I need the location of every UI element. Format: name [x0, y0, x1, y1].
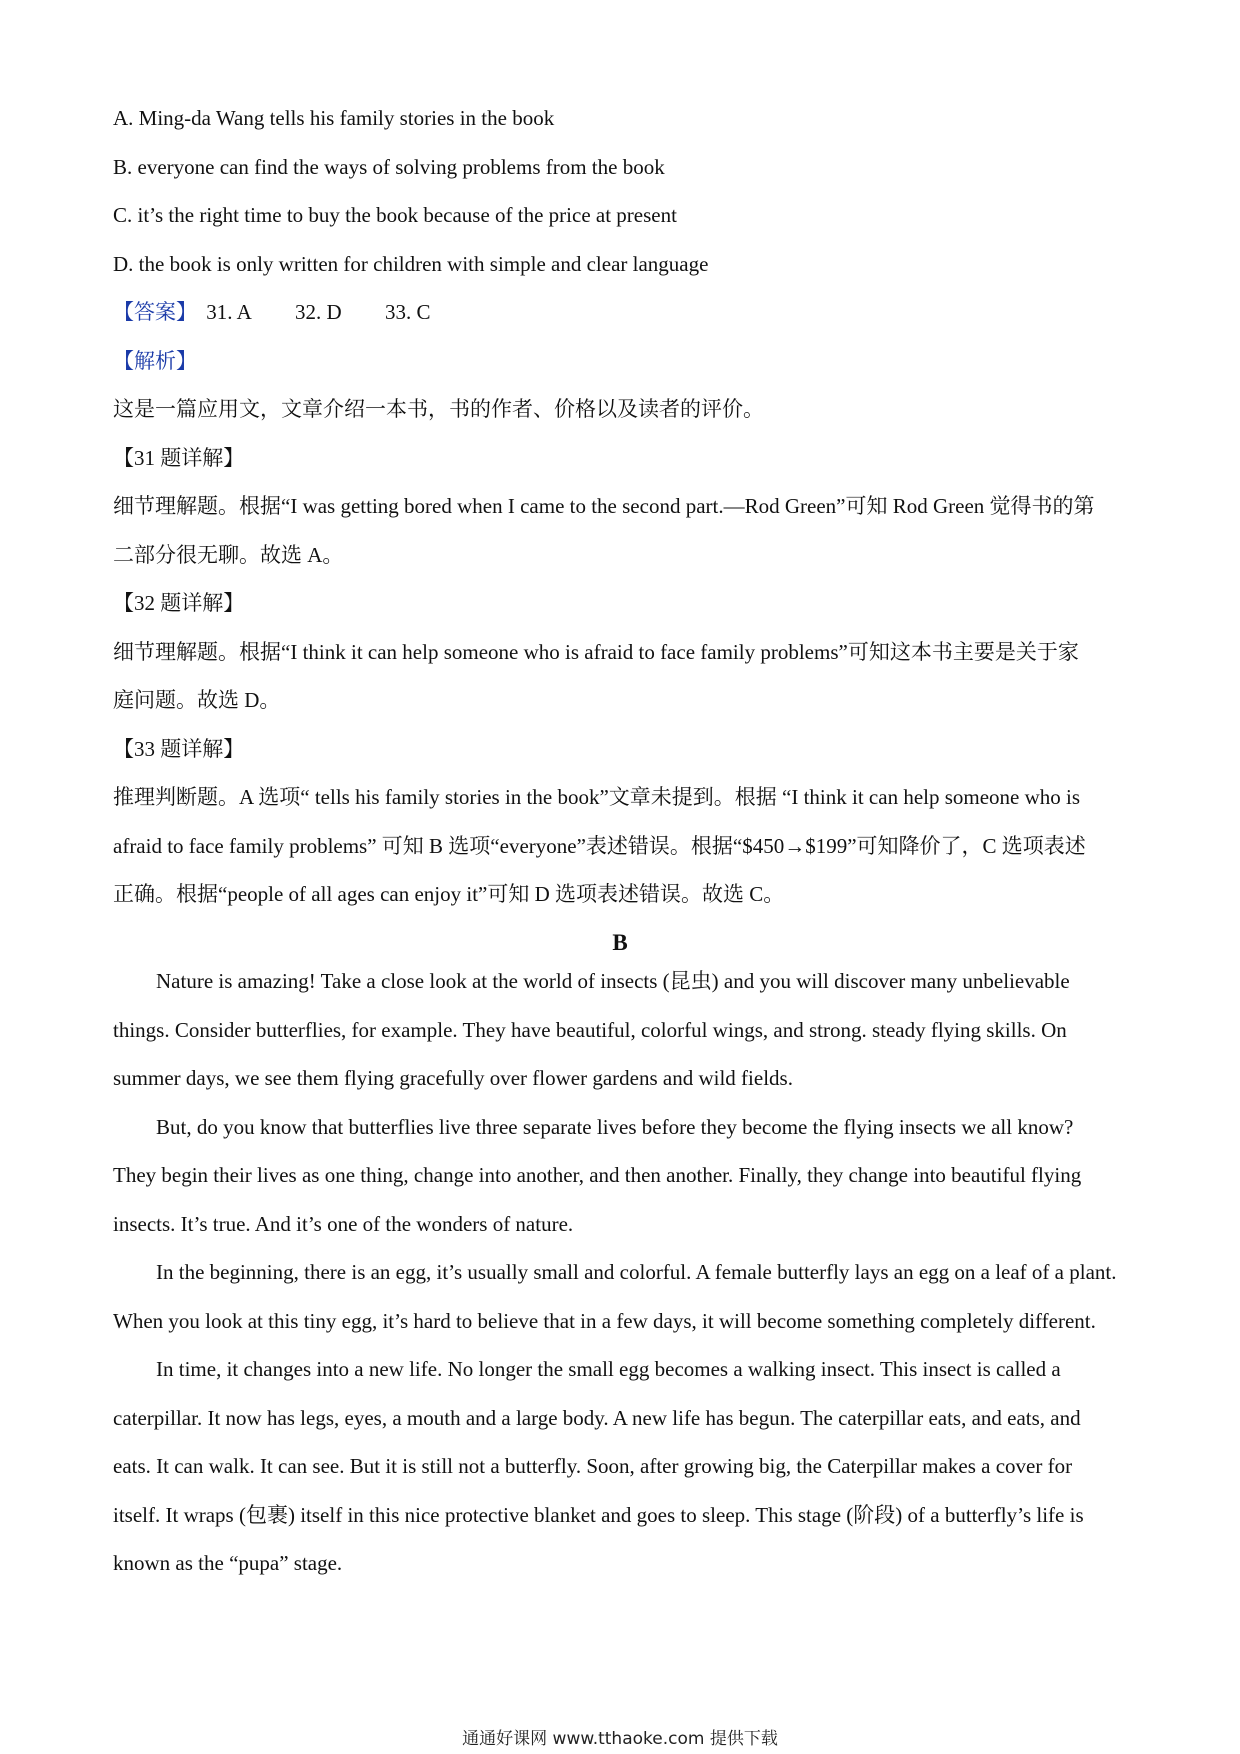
q31-line-2: 二部分很无聊。故选 A。 — [113, 543, 344, 567]
answer-32: 32. D — [295, 300, 342, 324]
option-d: D. the book is only written for children with simple and clear language — [113, 252, 709, 276]
passage-line-11: eats. It can walk. It can see. But it is still not a butterfly. Soon, after growing big, the Caterpillar makes a cover for — [113, 1454, 1073, 1478]
q33-line-1: 推理判断题。A 选项“ tells his family stories in the book”文章未提到。根据 “I think it can help someone who is — [113, 785, 1081, 809]
section-letter: B — [612, 930, 628, 955]
answer-label: 【答案】 — [113, 300, 197, 324]
q31-line-1: 细节理解题。根据“I was getting bored when I came to the second part.—Rod Green”可知 Rod Green 觉得书的第 — [113, 494, 1095, 518]
q33-line-2: afraid to face family problems” 可知 B 选项“everyone”表述错误。根据“$450→$199”可知降价了，C 选项表述 — [113, 834, 1086, 858]
passage-line-10: caterpillar. It now has legs, eyes, a mouth and a large body. A new life has begun. The caterpillar eats, and eats, and — [113, 1406, 1081, 1430]
analysis-label: 【解析】 — [113, 349, 197, 373]
q33-line-3: 正确。根据“people of all ages can enjoy it”可知 D 选项表述错误。故选 C。 — [113, 882, 785, 906]
passage-line-12: itself. It wraps (包裹) itself in this nice protective blanket and goes to sleep. This stage (阶段) of a butterfly’s life is — [113, 1503, 1084, 1527]
q31-heading: 【31 题详解】 — [113, 446, 245, 470]
passage-line-8: When you look at this tiny egg, it’s hard to believe that in a few days, it will become something completely different. — [113, 1309, 1096, 1333]
q32-line-1: 细节理解题。根据“I think it can help someone who is afraid to face family problems”可知这本书主要是关于家 — [113, 640, 1079, 664]
option-b: B. everyone can find the ways of solving problems from the book — [113, 155, 665, 179]
answer-31: 31. A — [206, 300, 252, 324]
analysis-summary: 这是一篇应用文，文章介绍一本书，书的作者、价格以及读者的评价。 — [113, 397, 764, 421]
q33-heading: 【33 题详解】 — [113, 737, 245, 761]
answer-33: 33. C — [384, 300, 431, 324]
passage-line-13: known as the “pupa” stage. — [113, 1551, 343, 1575]
passage-line-9: In time, it changes into a new life. No longer the small egg becomes a walking insect. This insect is called a — [156, 1357, 1061, 1381]
passage-line-7: In the beginning, there is an egg, it’s usually small and colorful. A female butterfly lays an egg on a leaf of a plant. — [156, 1260, 1117, 1284]
passage-line-3: summer days, we see them flying gracefully over flower gardens and wild fields. — [113, 1066, 793, 1090]
q32-line-2: 庭问题。故选 D。 — [113, 688, 281, 712]
option-c: C. it’s the right time to buy the book because of the price at present — [113, 203, 677, 227]
passage-line-6: insects. It’s true. And it’s one of the wonders of nature. — [113, 1212, 574, 1236]
page-footer: 通通好课网 www.tthaoke.com 提供下载 — [462, 1729, 778, 1749]
q32-heading: 【32 题详解】 — [113, 591, 245, 615]
passage-line-5: They begin their lives as one thing, change into another, and then another. Finally, they change into beautiful flying — [113, 1163, 1082, 1187]
answer-line — [113, 297, 468, 327]
passage-line-1: Nature is amazing! Take a close look at the world of insects (昆虫) and you will discover many unbelievable — [156, 969, 1070, 993]
passage-line-4: But, do you know that butterflies live three separate lives before they become the flying insects we all know? — [156, 1115, 1074, 1139]
option-a: A. Ming-da Wang tells his family stories in the book — [113, 106, 555, 130]
passage-line-2: things. Consider butterflies, for example. They have beautiful, colorful wings, and strong. steady flying skills. On — [113, 1018, 1067, 1042]
